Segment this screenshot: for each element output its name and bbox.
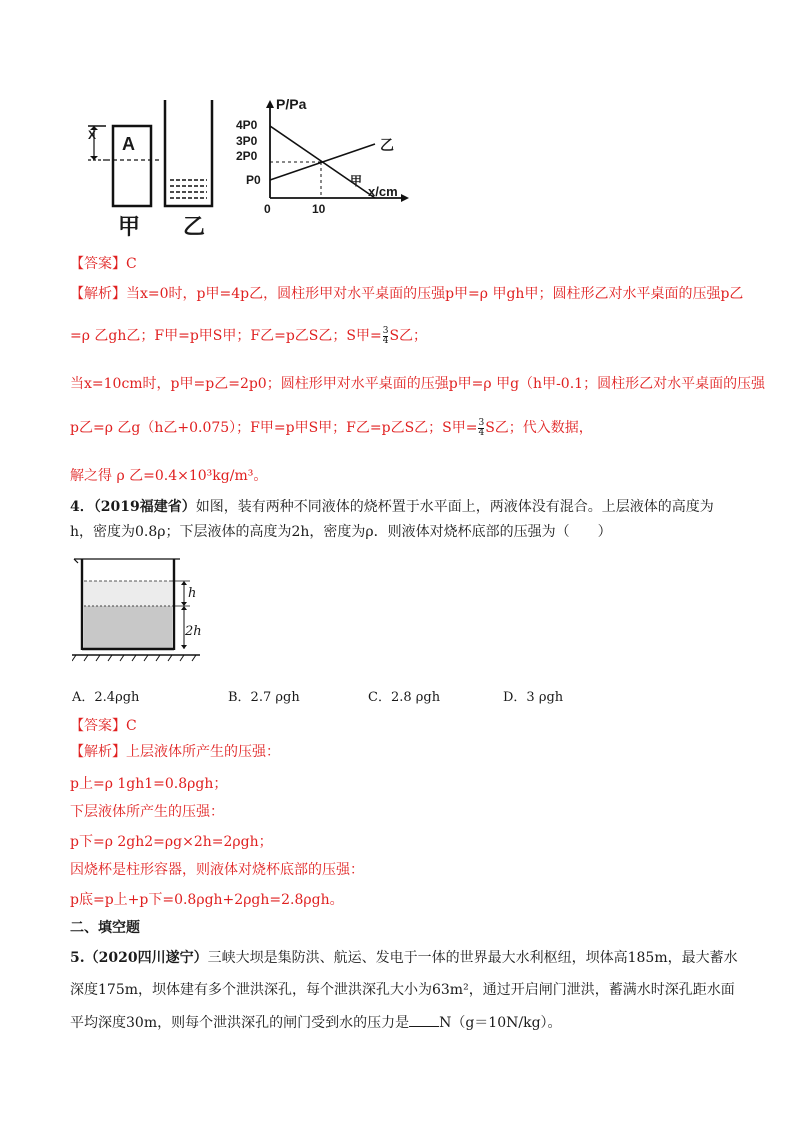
fraction-denominator: 4 — [478, 427, 485, 438]
beaker-label-2h: 2h — [185, 624, 202, 639]
graph-tick-p0: P0 — [246, 173, 261, 187]
fraction-numerator: 3 — [478, 417, 485, 428]
graph-tick-x10: 10 — [312, 202, 326, 216]
q3-analysis-line2 — [70, 326, 427, 346]
question-text: 如图，装有两种不同液体的烧杯置于水平面上，两液体没有混合。上层液体的高度为 — [195, 499, 714, 515]
question-source: （2020四川遂宁） — [84, 950, 208, 966]
graph-line-label-jia: 甲 — [350, 174, 363, 188]
label-A: A — [122, 134, 135, 154]
analysis-text: 上层液体所产生的压强： — [126, 744, 280, 760]
figure-beaker — [72, 555, 232, 665]
answer-tag: 【答案】 — [70, 718, 126, 734]
fraction — [478, 419, 484, 438]
option-d: D．3 ρgh — [503, 690, 564, 705]
analysis-text: 下层液体所产生的压强： — [70, 804, 224, 820]
q4-analysis-head — [70, 742, 280, 762]
q4-stem-line2 — [70, 522, 612, 542]
label-jia: 甲 — [118, 215, 141, 240]
q4-analysis-l5 — [70, 890, 344, 910]
analysis-text: p下=ρ 2gh2=ρg×2h=2ρgh； — [70, 834, 273, 850]
question-number: 4． — [70, 499, 94, 515]
analysis-text: p底=p上+p下=0.8ρgh+2ρgh=2.8ρgh。 — [70, 892, 344, 908]
q3-analysis-line1 — [70, 284, 743, 304]
figure-pressure-columns — [80, 100, 230, 240]
graph-line-label-yi: 乙 — [380, 138, 394, 154]
question-text: N（g＝10N/kg）。 — [439, 1015, 562, 1031]
analysis-text: 当x=0时，p甲=4p乙，圆柱形甲对水平桌面的压强p甲=ρ 甲gh甲；圆柱形乙对水平桌面的压强p乙 — [126, 286, 744, 302]
question-text: 深度175m，坝体建有多个泄洪深孔，每个泄洪深孔大小为63m²，通过开启闸门泄洪，蓄满水时深孔距水面 — [70, 982, 735, 998]
q4-stem-line1 — [70, 497, 714, 517]
section-title — [70, 918, 140, 938]
q4-analysis-l2 — [70, 802, 224, 822]
graph-tick-x0: 0 — [264, 202, 271, 216]
q5-stem-line2 — [70, 980, 735, 1000]
fraction — [383, 327, 389, 346]
graph-tick-2p0: 2P0 — [236, 149, 258, 163]
question-text: 平均深度30m，则每个泄洪深孔的闸门受到水的压力是 — [70, 1015, 410, 1031]
q3-analysis-line3 — [70, 374, 765, 394]
answer-tag: 【答案】 — [70, 256, 126, 272]
question-number: 5. — [70, 950, 85, 966]
graph-tick-3p0: 3P0 — [236, 134, 258, 148]
label-yi: 乙 — [183, 215, 206, 240]
analysis-tag: 【解析】 — [70, 744, 126, 760]
fraction-denominator: 4 — [382, 335, 389, 346]
analysis-text: 当x=10cm时，p甲=p乙=2p0；圆柱形甲对水平桌面的压强p甲=ρ 甲g（h甲-0.1；圆柱形乙对水平桌面的压强 — [70, 376, 766, 392]
graph-tick-4p0: 4P0 — [236, 118, 258, 132]
question-text: 三峡大坝是集防洪、航运、发电于一体的世界最大水利枢纽，坝体高185m，最大蓄水 — [207, 950, 738, 966]
question-source: （2019福建省） — [93, 499, 196, 515]
option-c: C．2.8 ρgh — [368, 690, 441, 705]
analysis-text: =ρ 乙gh乙；F甲=p甲S甲；F乙=p乙S乙；S甲= — [70, 328, 382, 344]
analysis-text: S乙； — [389, 328, 428, 344]
answer-value: C — [126, 256, 137, 272]
analysis-text: p上=ρ 1gh1=0.8ρgh； — [70, 776, 228, 792]
q5-stem-line3 — [70, 1012, 562, 1033]
analysis-tag: 【解析】 — [70, 286, 126, 302]
analysis-text: 解之得 ρ 乙=0.4×10³kg/m³。 — [70, 468, 268, 484]
answer-blank[interactable] — [409, 1012, 439, 1027]
q4-answer — [70, 716, 137, 736]
analysis-text: p乙=ρ 乙g（h乙+0.075）；F甲=p甲S甲；F乙=p乙S乙；S甲= — [70, 420, 478, 436]
fraction-numerator: 3 — [382, 325, 389, 336]
q4-analysis-l1 — [70, 774, 227, 794]
q3-answer — [70, 254, 137, 274]
analysis-text: 因烧杯是柱形容器，则液体对烧杯底部的压强： — [70, 862, 364, 878]
question-text: h，密度为0.8ρ；下层液体的高度为2h，密度为ρ．则液体对烧杯底部的压强为（ ） — [70, 524, 612, 540]
option-b: B．2.7 ρgh — [228, 690, 300, 705]
section-title-text: 二、填空题 — [70, 920, 140, 936]
label-x: X — [88, 128, 97, 142]
q5-stem-line1 — [70, 948, 738, 968]
graph-x-label: x/cm — [368, 184, 398, 199]
graph-y-label: P/Pa — [276, 96, 307, 112]
q3-analysis-line4 — [70, 418, 593, 438]
q3-analysis-line5 — [70, 466, 267, 486]
option-a: A．2.4ρgh — [72, 690, 140, 705]
q4-analysis-l4 — [70, 860, 364, 880]
answer-value: C — [126, 718, 137, 734]
q4-analysis-l3 — [70, 832, 273, 852]
beaker-label-h: h — [188, 586, 197, 601]
analysis-text: S乙；代入数据， — [485, 420, 593, 436]
